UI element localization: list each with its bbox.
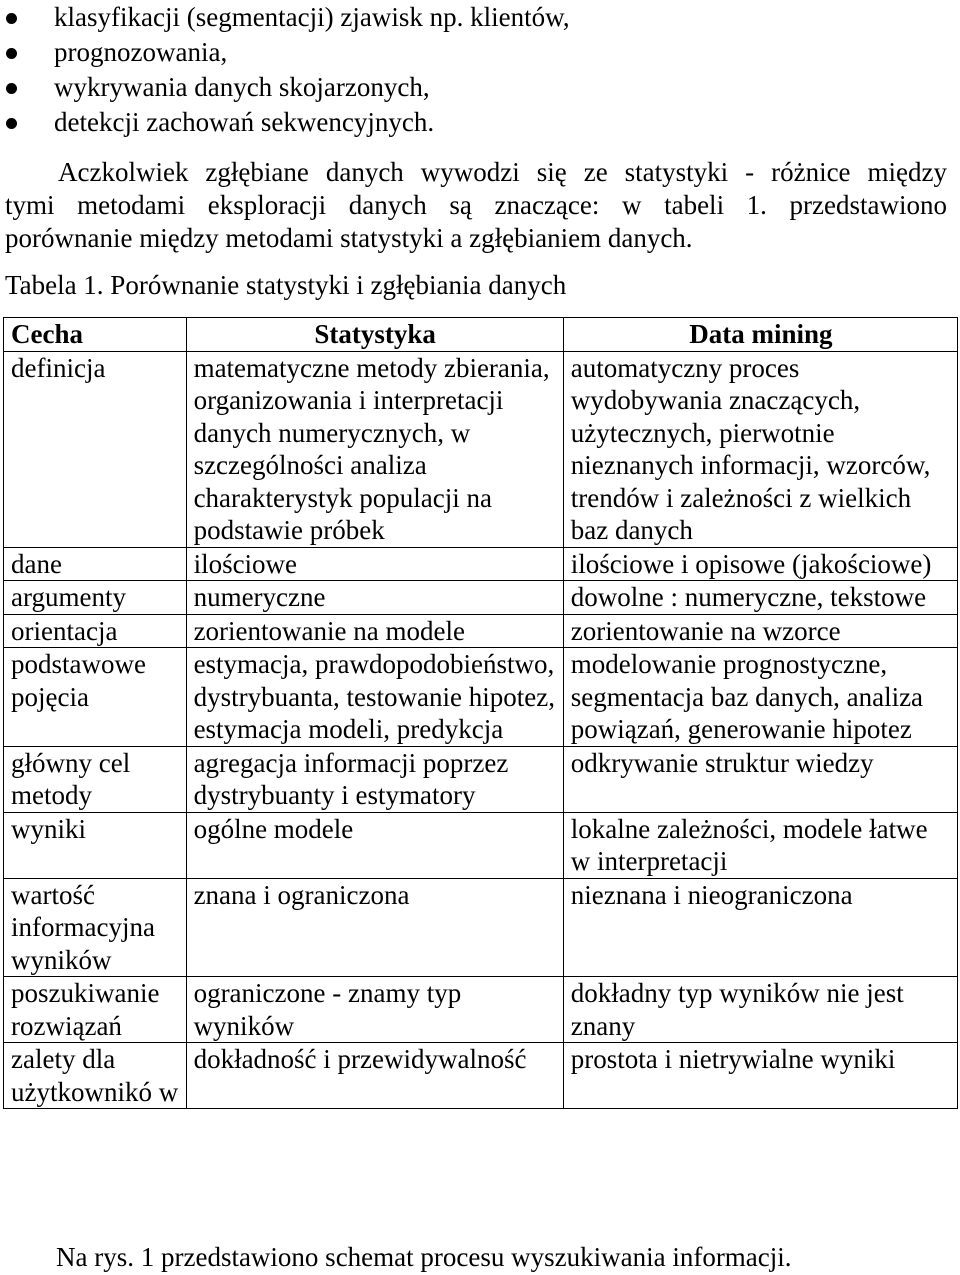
statistics-cell: ograniczone - znamy typ wyników xyxy=(186,977,563,1043)
statistics-cell: ogólne modele xyxy=(186,812,563,878)
statistics-cell: numeryczne xyxy=(186,581,563,615)
column-header-feature: Cecha xyxy=(4,318,187,352)
feature-cell: orientacja xyxy=(4,614,187,648)
bullet-list xyxy=(0,0,570,140)
data-mining-cell: ilościowe i opisowe (jakościowe) xyxy=(563,547,957,581)
feature-cell: argumenty xyxy=(4,581,187,615)
table-row xyxy=(4,547,958,581)
bullet-item xyxy=(0,0,570,35)
table-header-row xyxy=(4,318,958,352)
data-mining-cell: nieznana i nieograniczona xyxy=(563,878,957,977)
feature-cell: podstawowe pojęcia xyxy=(4,648,187,747)
intro-paragraph xyxy=(5,156,947,255)
bullet-item xyxy=(0,105,570,140)
statistics-cell: ilościowe xyxy=(186,547,563,581)
bullet-dot-icon xyxy=(6,13,17,24)
data-mining-cell: odkrywanie struktur wiedzy xyxy=(563,746,957,812)
bullet-item xyxy=(0,70,570,105)
feature-cell: zalety dla użytkownikó w xyxy=(4,1043,187,1109)
bullet-dot-icon xyxy=(6,118,17,129)
table-row xyxy=(4,812,958,878)
table-row xyxy=(4,878,958,977)
feature-cell: wyniki xyxy=(4,812,187,878)
data-mining-cell: prostota i nietrywialne wyniki xyxy=(563,1043,957,1109)
statistics-cell: matematyczne metody zbierania, organizowania i interpretacji danych numerycznych, w szczególności analiza charakterystyk populacji na podstawie próbek xyxy=(186,351,563,547)
bullet-text: prognozowania, xyxy=(54,37,228,67)
bullet-text: klasyfikacji (segmentacji) zjawisk np. klientów, xyxy=(54,2,570,32)
feature-cell: dane xyxy=(4,547,187,581)
feature-cell: definicja xyxy=(4,351,187,547)
table-row xyxy=(4,614,958,648)
table-row xyxy=(4,746,958,812)
bullet-text: detekcji zachowań sekwencyjnych. xyxy=(54,107,435,137)
feature-cell: wartość informacyjna wyników xyxy=(4,878,187,977)
statistics-cell: estymacja, prawdopodobieństwo, dystrybuanta, testowanie hipotez, estymacja modeli, predykcja xyxy=(186,648,563,747)
statistics-cell: zorientowanie na modele xyxy=(186,614,563,648)
table-row xyxy=(4,977,958,1043)
data-mining-cell: lokalne zależności, modele łatwe w interpretacji xyxy=(563,812,957,878)
paragraph-line: tymi metodami eksploracji danych są znaczące: w tabeli 1. przedstawiono xyxy=(5,190,947,220)
bullet-text: wykrywania danych skojarzonych, xyxy=(54,72,430,102)
table-row xyxy=(4,648,958,747)
feature-cell: poszukiwanie rozwiązań xyxy=(4,977,187,1043)
comparison-table xyxy=(3,317,958,1109)
bullet-dot-icon xyxy=(6,48,17,59)
data-mining-cell: modelowanie prognostyczne, segmentacja baz danych, analiza powiązań, generowanie hipotez xyxy=(563,648,957,747)
table-caption: Tabela 1. Porównanie statystyki i zgłębiania danych xyxy=(5,270,567,300)
statistics-cell: dokładność i przewidywalność xyxy=(186,1043,563,1109)
feature-cell: główny cel metody xyxy=(4,746,187,812)
data-mining-cell: automatyczny proces wydobywania znaczących, użytecznych, pierwotnie nieznanych informacji, wzorców, trendów i zależności z wielkich baz danych xyxy=(563,351,957,547)
bullet-dot-icon xyxy=(6,83,17,94)
table-row xyxy=(4,581,958,615)
data-mining-cell: dokładny typ wyników nie jest znany xyxy=(563,977,957,1043)
closing-text: Na rys. 1 przedstawiono schemat procesu wyszukiwania informacji. xyxy=(56,1242,792,1272)
table-row xyxy=(4,1043,958,1109)
column-header-data-mining: Data mining xyxy=(563,318,957,352)
bullet-item xyxy=(0,35,570,70)
statistics-cell: znana i ograniczona xyxy=(186,878,563,977)
table-row xyxy=(4,351,958,547)
paragraph-line: Aczkolwiek zgłębiane danych wywodzi się ze statystyki - różnice między xyxy=(58,157,947,187)
data-mining-cell: dowolne : numeryczne, tekstowe xyxy=(563,581,957,615)
column-header-statistics: Statystyka xyxy=(186,318,563,352)
statistics-cell: agregacja informacji poprzez dystrybuanty i estymatory xyxy=(186,746,563,812)
paragraph-line: porównanie między metodami statystyki a zgłębianiem danych. xyxy=(5,223,693,253)
data-mining-cell: zorientowanie na wzorce xyxy=(563,614,957,648)
